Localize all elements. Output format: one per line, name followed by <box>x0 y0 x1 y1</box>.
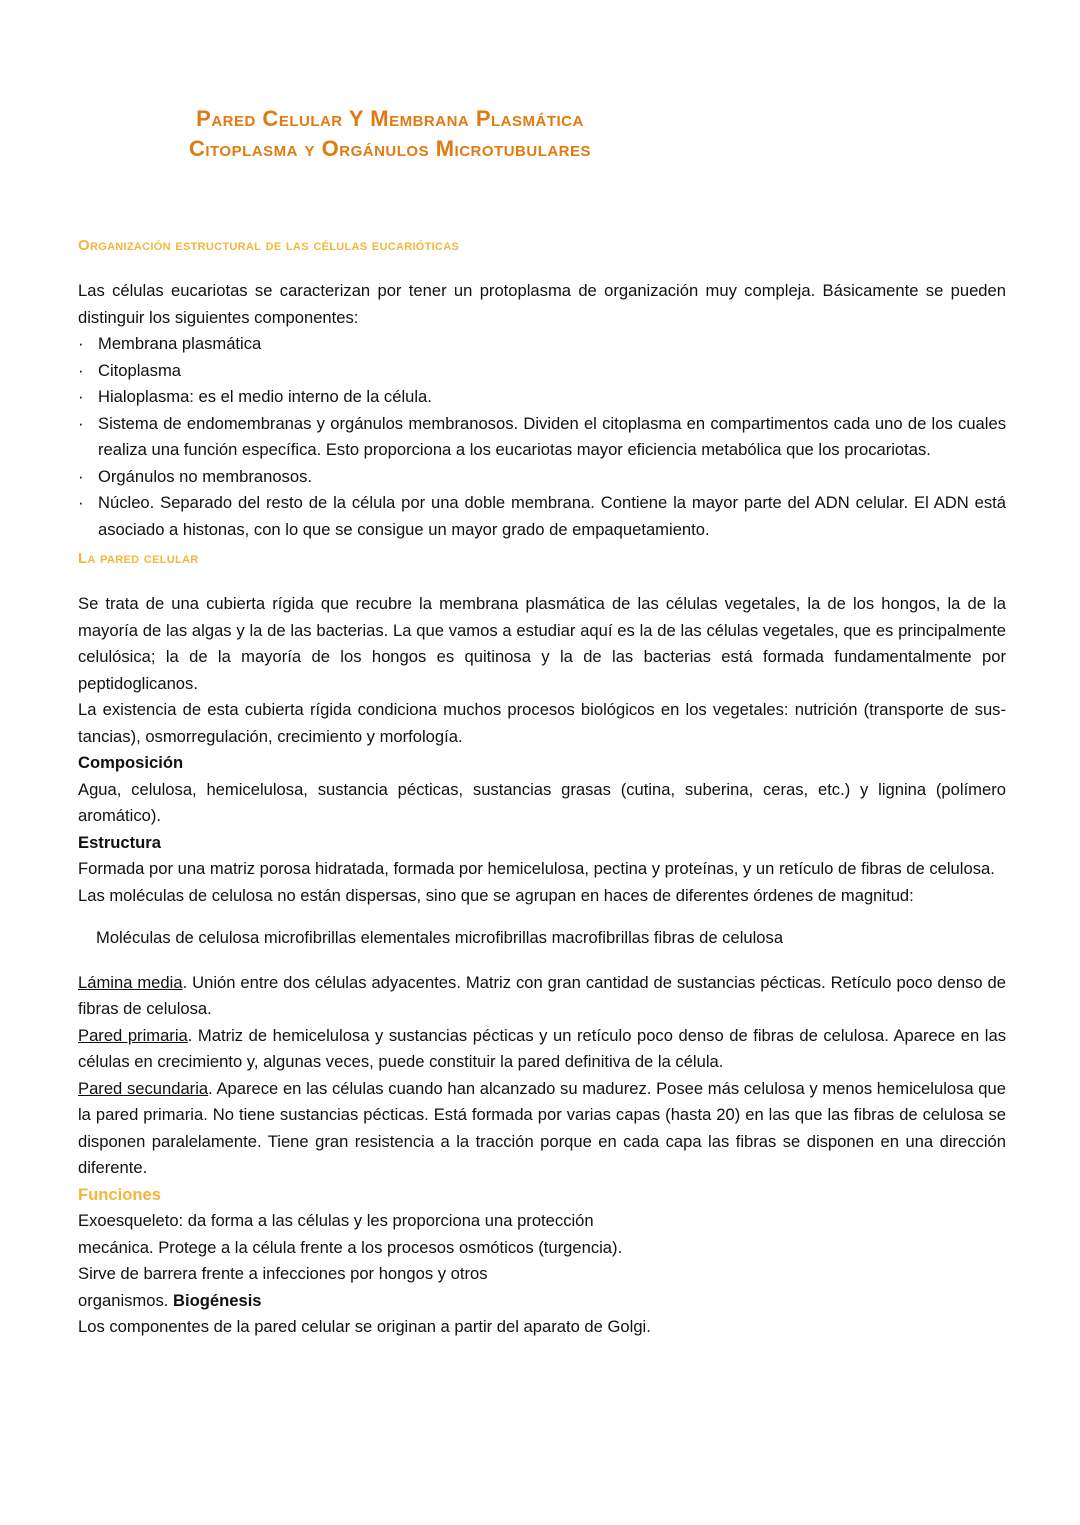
composicion-heading: Composición <box>78 753 184 772</box>
estructura-text-2: Las moléculas de celulosa no están dispersas, sino que se agrupan en haces de diferentes órdenes de magnitud: <box>78 885 914 905</box>
pared-primaria-paragraph: Pared primaria. Matriz de hemicelulosa y sustancias pécticas y un retículo poco denso de fibras de celulosa. Aparece en las células en crecimiento y, algunas veces, puede constituir la pared definitiva de la célula. <box>78 1025 1006 1071</box>
pared-secundaria-paragraph: Pared secundaria. Aparece en las células cuando han alcanzado su madurez. Posee más celulosa y menos hemicelulosa que la pared primaria. No tiene sustancias pécticas. Está formada por varias capas (hasta 20) en las que las fibras de celulosa se disponen paralelamente. Tiene gran resistencia a la tracción porque en cada capa las fibras se disponen en una dirección diferente. <box>78 1078 1006 1177</box>
bullet-icon: · <box>78 493 84 512</box>
pared-secundaria-term: Pared secundaria <box>78 1078 209 1098</box>
biogenesis-text: Los componentes de la pared celular se originan a partir del aparato de Golgi. <box>78 1317 651 1336</box>
estructura-text: Formada por una matriz porosa hidratada, formada por hemicelulosa, pectina y proteínas, y un retículo de fibras de celulosa. <box>78 859 995 878</box>
bullet-icon: · <box>78 360 84 380</box>
bullet-icon: · <box>78 387 84 406</box>
pared-paragraph-1: Se trata de una cubierta rígida que recubre la membrana plasmática de las células vegetales, la de los hongos, la de la mayoría de las algas y la de las bacterias. La que vamos a estudiar aquí es la de las células vegetales, que es principalmente celulósica; la de la mayoría de los hongos es quitinosa y la de las bacterias está formada fundamentalmente por peptidoglicanos. <box>78 594 1006 693</box>
list-item: · Hialoplasma: es el medio interno de la célula. <box>78 384 1006 411</box>
components-list <box>78 331 1006 543</box>
list-item: · Núcleo. Separado del resto de la célula por una doble membrana. Contiene la mayor parte del ADN celular. El ADN está asociado a histonas, con lo que se consigue un mayor grado de empaquetamiento. <box>78 490 1006 543</box>
section-heading-pared-celular: La pared celular <box>78 550 199 567</box>
funciones-heading: Funciones <box>78 1184 161 1204</box>
intro-paragraph: Las células eucariotas se caracterizan por tener un protoplasma de organización muy compleja. Básicamente se pueden distinguir los siguientes componentes: <box>78 281 1006 327</box>
list-item: · Orgánulos no membranosos. <box>78 464 1006 491</box>
bullet-icon: · <box>78 466 84 486</box>
bullet-icon: · <box>78 413 84 433</box>
bullet-icon: · <box>78 334 84 353</box>
funciones-line-3: Sirve de barrera frente a infecciones por hongos y otros <box>78 1264 488 1283</box>
pared-paragraph-2: La existencia de esta cubierta rígida condiciona muchos procesos biológicos en los vegetales: nutrición (transporte de sus-tancias), osmorregulación, crecimiento y morfología. <box>78 700 1006 746</box>
section-heading-organizacion: Organización estructural de las células eucarióticas <box>78 237 460 254</box>
composicion-text: Agua, celulosa, hemicelulosa, sustancia pécticas, sustancias grasas (cutina, suberina, ceras, etc.) y lignina (polímero aromático). <box>78 779 1006 825</box>
pared-primaria-term: Pared primaria <box>78 1025 188 1045</box>
page-title-line2: Citoplasma y Orgánulos Microtubulares <box>188 136 592 161</box>
list-item: · Sistema de endomembranas y orgánulos membranosos. Dividen el citoplasma en compartimentos cada uno de los cuales realiza una función específica. Esto proporciona a los eucariotas mayor eficiencia metabólica que los procariotas. <box>78 411 1006 464</box>
biogenesis-heading: Biogénesis <box>173 1290 262 1310</box>
document-body <box>78 236 1006 1341</box>
list-item: · Citoplasma <box>78 358 1006 385</box>
lamina-media-term: Lámina media <box>78 972 183 992</box>
cellulose-hierarchy-chain: Moléculas de celulosa microfibrillas elementales microfibrillas macrofibrillas fibras de celulosa <box>96 928 784 947</box>
funciones-line-1: Exoesqueleto: da forma a las células y les proporciona una protección <box>78 1211 594 1230</box>
page-title-line1: Pared Celular Y Membrana Plasmática <box>196 106 584 131</box>
funciones-line-4: organismos. Biogénesis <box>78 1290 262 1310</box>
lamina-media-paragraph: Lámina media. Unión entre dos células adyacentes. Matriz con gran cantidad de sustancias pécticas. Retículo poco denso de fibras de celulosa. <box>78 972 1006 1018</box>
estructura-heading: Estructura <box>78 832 161 852</box>
list-item: · Membrana plasmática <box>78 331 1006 358</box>
funciones-line-2: mecánica. Protege a la célula frente a los procesos osmóticos (turgencia). <box>78 1237 623 1257</box>
